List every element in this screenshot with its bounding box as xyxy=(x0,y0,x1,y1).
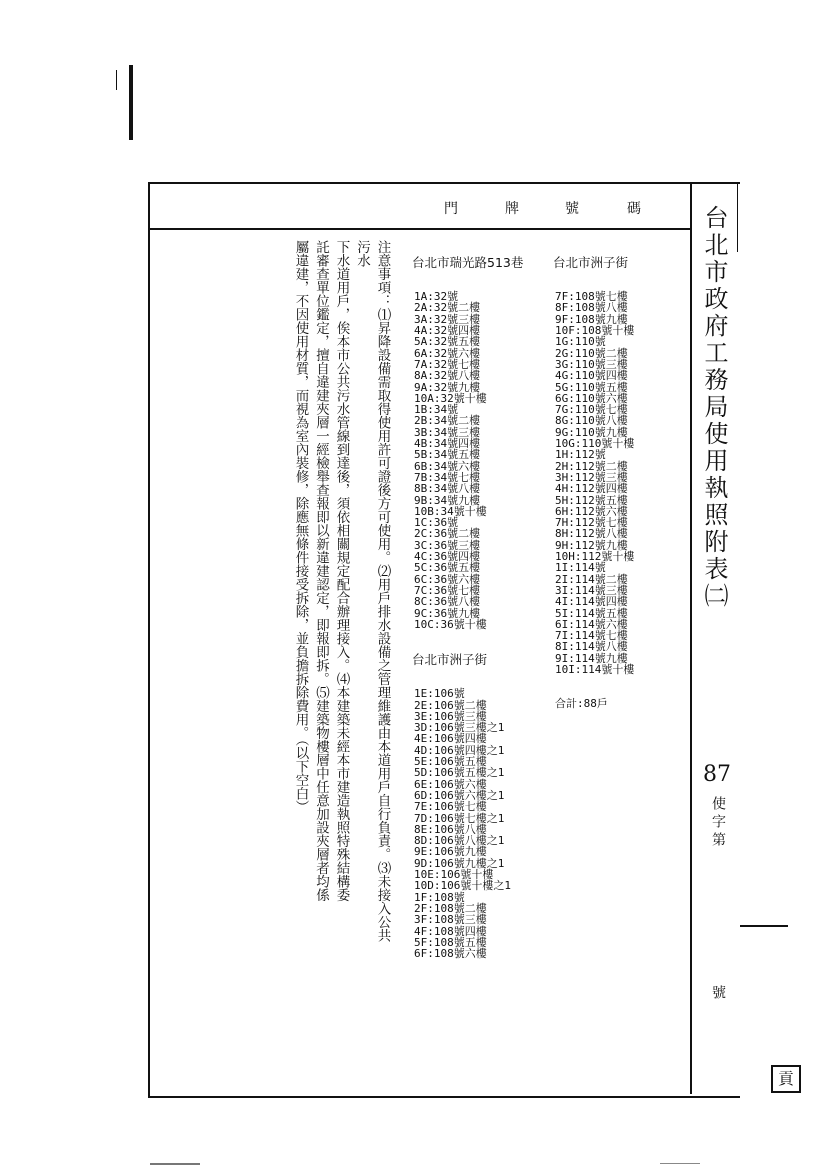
address-entry: 7G:110號七樓 xyxy=(555,403,628,417)
license-prefix: 使字第 xyxy=(710,796,726,850)
address-entry: 4F:108號四樓 xyxy=(414,924,487,938)
address-entry: 3B:34號三樓 xyxy=(414,425,481,439)
address-entry: 2E:106號二樓 xyxy=(414,698,487,712)
frame-right-edge xyxy=(737,182,738,252)
address-entry: 2A:32號二樓 xyxy=(414,301,481,315)
address-entry: 4G:110號四樓 xyxy=(555,369,628,383)
address-entry: 10C:36號十樓 xyxy=(414,617,487,631)
address-entry: 4E:106號四樓 xyxy=(414,732,487,746)
address-entry: 10I:114號十樓 xyxy=(555,662,635,676)
address-entry: 4I:114號四樓 xyxy=(555,595,628,609)
page-stamp-text: 貢 xyxy=(777,1069,794,1088)
address-entry: 5A:32號五樓 xyxy=(414,335,481,349)
address-list-1 xyxy=(412,233,523,971)
address-entry: 5B:34號五樓 xyxy=(414,448,481,462)
address-entry: 9H:112號九樓 xyxy=(555,538,628,552)
title-divider xyxy=(690,182,692,1094)
address-entry: 10B:34號十樓 xyxy=(414,504,487,518)
address-entry: 3G:110號三樓 xyxy=(555,357,628,371)
address-entry: 7C:36號七樓 xyxy=(414,583,481,597)
address-entry: 1H:112號 xyxy=(555,448,606,462)
address-entry: 9C:36號九樓 xyxy=(414,606,481,620)
address-entry: 8F:108號八樓 xyxy=(555,301,628,315)
scan-mark-left-thin xyxy=(116,70,117,90)
address-entry: 7A:32號七樓 xyxy=(414,357,481,371)
address-entry: 8G:110號八樓 xyxy=(555,414,628,428)
address-entry: 8C:36號八樓 xyxy=(414,595,481,609)
address-entry: 10F:108號十樓 xyxy=(555,324,635,338)
address-entry: 4D:106號四樓之1 xyxy=(414,743,505,757)
address-entry: 6B:34號六樓 xyxy=(414,459,481,473)
address-entry: 7D:106號七樓之1 xyxy=(414,811,505,825)
address-list-1-subheading: 台北市洲子街 xyxy=(412,651,488,667)
address-entry: 2H:112號二樓 xyxy=(555,459,628,473)
address-entry: 3F:108號三樓 xyxy=(414,913,487,927)
address-entry: 10D:106號十樓之1 xyxy=(414,879,511,893)
address-entry: 6H:112號六樓 xyxy=(555,504,628,518)
address-entry: 5H:112號五樓 xyxy=(555,493,628,507)
address-entry: 1G:110號 xyxy=(555,335,606,349)
scan-speck-bottom-2 xyxy=(660,1163,700,1164)
address-entry: 9A:32號九樓 xyxy=(414,380,481,394)
address-entry: 5G:110號五樓 xyxy=(555,380,628,394)
address-entry: 1B:34號 xyxy=(414,403,459,417)
address-list-1-heading: 台北市瑞光路513巷 xyxy=(412,254,524,270)
address-list-2-total: 合計:88戶 xyxy=(555,696,608,710)
address-entry: 2C:36號二樓 xyxy=(414,527,481,541)
address-entry: 7I:114號七樓 xyxy=(555,629,628,643)
address-entry: 9I:114號九樓 xyxy=(555,651,628,665)
column-header-char-1: 門 xyxy=(444,201,458,217)
address-entry: 3H:112號三樓 xyxy=(555,470,628,484)
page-title-number: ㈡ xyxy=(700,583,728,610)
address-entry: 6C:36號六樓 xyxy=(414,572,481,586)
address-entry: 3E:106號三樓 xyxy=(414,709,487,723)
address-entry: 9B:34號九樓 xyxy=(414,493,481,507)
address-entry: 7E:106號七樓 xyxy=(414,800,487,814)
address-entry: 5C:36號五樓 xyxy=(414,561,481,575)
notes-line-3: 託審查單位鑑定，擅自違建夾層一經檢舉查報即以新違建認定，即報即拆。⑸建築物樓層中任意加設夾層者均係 xyxy=(313,240,329,902)
address-entry: 10G:110號十樓 xyxy=(555,437,635,451)
address-entry: 2I:114號二樓 xyxy=(555,572,628,586)
scan-speck-bottom xyxy=(150,1163,200,1165)
address-entry: 3D:106號三樓之1 xyxy=(414,721,505,735)
address-entry: 1I:114號 xyxy=(555,561,606,575)
notes-line-1: 注意事項：⑴昇降設備需取得使用許可證後方可使用。⑵用戶排水設備之管理維護由本道用戶自行負責。⑶未接入公共污水 xyxy=(354,240,391,942)
address-entry: 5I:114號五樓 xyxy=(555,606,628,620)
address-entry: 6A:32號六樓 xyxy=(414,346,481,360)
address-entry: 5D:106號五樓之1 xyxy=(414,766,505,780)
column-header-char-4: 碼 xyxy=(627,201,641,217)
stray-mark xyxy=(740,925,788,927)
address-entry: 8A:32號八樓 xyxy=(414,369,481,383)
address-entry: 7F:108號七樓 xyxy=(555,290,628,304)
address-entry: 1A:32號 xyxy=(414,290,459,304)
address-entry: 6I:114號六樓 xyxy=(555,617,628,631)
address-entry: 8H:112號八樓 xyxy=(555,527,628,541)
address-entry: 2G:110號二樓 xyxy=(555,346,628,360)
address-entry: 2F:108號二樓 xyxy=(414,901,487,915)
address-entry: 6D:106號六樓之1 xyxy=(414,788,505,802)
address-entry: 3C:36號三樓 xyxy=(414,538,481,552)
license-number: 87 xyxy=(703,762,731,787)
address-entry: 4C:36號四樓 xyxy=(414,550,481,564)
address-entry: 6F:108號六樓 xyxy=(414,947,487,961)
address-entry: 6G:110號六樓 xyxy=(555,391,628,405)
address-entry: 10H:112號十樓 xyxy=(555,550,635,564)
column-header-char-3: 號 xyxy=(565,201,579,217)
notes-line-4: 屬違建，不因使用材質，而視為室內裝修，除應無條件接受拆除，並負擔拆除費用。（以下空白） xyxy=(292,240,309,814)
address-entry: 9G:110號九樓 xyxy=(555,425,628,439)
address-entry: 8I:114號八樓 xyxy=(555,640,628,654)
address-list-2 xyxy=(553,233,634,720)
address-entry: 8E:106號八樓 xyxy=(414,822,487,836)
address-entry: 4H:112號四樓 xyxy=(555,482,628,496)
address-entry: 10E:106號十樓 xyxy=(414,868,494,882)
address-entry: 5E:106號五樓 xyxy=(414,755,487,769)
address-entry: 10A:32號十樓 xyxy=(414,391,487,405)
address-list-2-heading: 台北市洲子街 xyxy=(553,254,629,270)
address-entry: 1F:108號 xyxy=(414,890,465,904)
address-list-1-entries-2 xyxy=(412,688,523,959)
scan-mark-left xyxy=(129,65,133,140)
notes xyxy=(290,240,393,950)
address-entry: 5F:108號五樓 xyxy=(414,935,487,949)
address-entry: 3I:114號三樓 xyxy=(555,583,628,597)
address-entry: 7H:112號七樓 xyxy=(555,516,628,530)
address-entry: 4A:32號四樓 xyxy=(414,324,481,338)
address-entry: 9E:106號九樓 xyxy=(414,845,487,859)
address-entry: 4B:34號四樓 xyxy=(414,437,481,451)
address-entry: 2B:34號二樓 xyxy=(414,414,481,428)
address-entry: 3A:32號三樓 xyxy=(414,312,481,326)
address-list-1-entries xyxy=(412,291,523,630)
address-entry: 1C:36號 xyxy=(414,516,459,530)
address-entry: 7B:34號七樓 xyxy=(414,470,481,484)
address-entry: 8D:106號八樓之1 xyxy=(414,834,505,848)
address-entry: 6E:106號六樓 xyxy=(414,777,487,791)
header-divider xyxy=(150,228,690,230)
license-suffix: 號 xyxy=(710,985,726,999)
address-entry: 9F:108號九樓 xyxy=(555,312,628,326)
address-list-2-entries xyxy=(553,291,634,675)
notes-line-2: 下水道用戶，俟本市公共污水管線到達後，須依相關規定配合辦理接入。⑷本建築未經本市建造執照特殊結構委 xyxy=(333,240,350,902)
address-entry: 8B:34號八樓 xyxy=(414,482,481,496)
page-title xyxy=(697,205,732,610)
address-entry: 1E:106號 xyxy=(414,687,465,701)
page-title-text: 台北市政府工務局使用執照附表 xyxy=(700,205,728,583)
column-header-char-2: 牌 xyxy=(505,201,519,217)
page-stamp xyxy=(771,1065,801,1093)
address-entry: 9D:106號九樓之1 xyxy=(414,856,505,870)
